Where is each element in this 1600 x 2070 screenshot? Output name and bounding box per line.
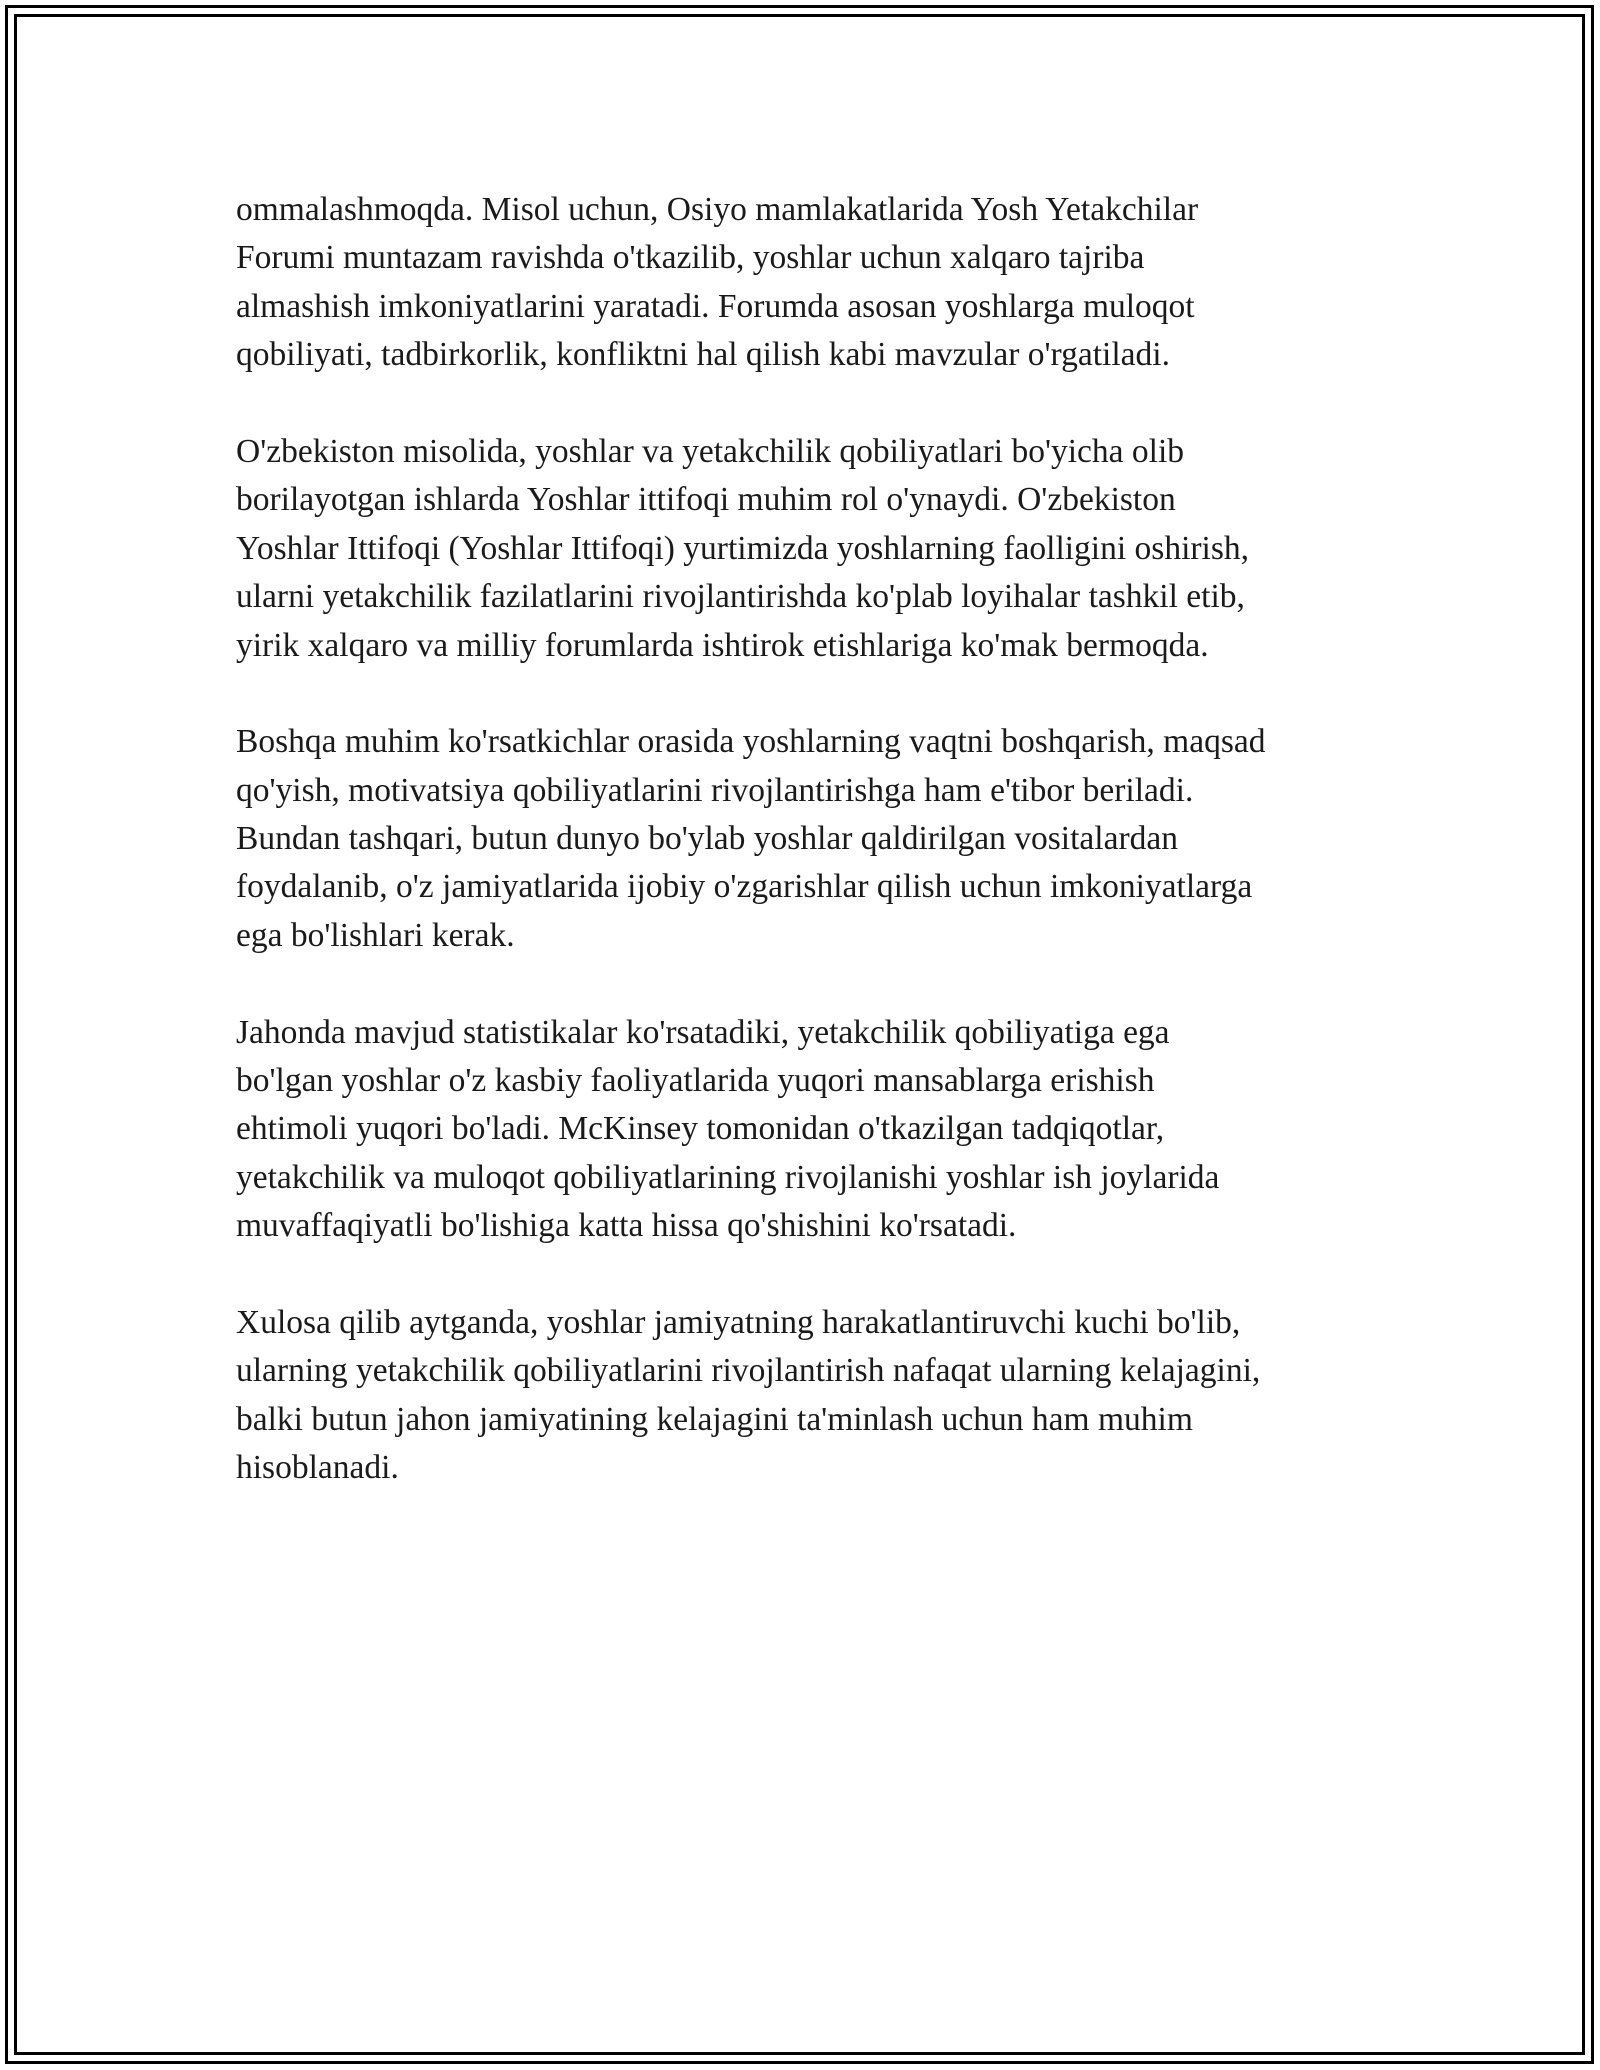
text-line: O'zbekiston misolida, yoshlar va yetakchilik qobiliyatlari bo'yicha olib (236, 432, 1185, 470)
text-line: Forumi muntazam ravishda o'tkazilib, yoshlar uchun xalqaro tajriba (236, 239, 1145, 277)
text-line: ega bo'lishlari kerak. (236, 916, 515, 954)
paragraph-3 (236, 718, 1376, 960)
text-line: borilayotgan ishlarda Yoshlar ittifoqi muhim rol o'ynaydi. O'zbekiston (236, 481, 1176, 519)
text-line: muvaffaqiyatli bo'lishiga katta hissa qo'shishini ko'rsatadi. (236, 1207, 1017, 1245)
text-line: ularni yetakchilik fazilatlarini rivojlantirishda ko'plab loyihalar tashkil etib, (236, 578, 1245, 616)
text-line: Bundan tashqari, butun dunyo bo'ylab yoshlar qaldirilgan vositalardan (236, 820, 1178, 858)
text-line: foydalanib, o'z jamiyatlarida ijobiy o'zgarishlar qilish uchun imkoniyatlarga (236, 868, 1253, 906)
text-line: qobiliyati, tadbirkorlik, konfliktni hal qilish kabi mavzular o'rgatiladi. (236, 336, 1170, 374)
text-line: Yoshlar Ittifoqi (Yoshlar Ittifoqi) yurtimizda yoshlarning faolligini oshirish, (236, 529, 1250, 567)
text-line: ommalashmoqda. Misol uchun, Osiyo mamlakatlarida Yosh Yetakchilar (236, 191, 1199, 228)
text-line: qo'yish, motivatsiya qobiliyatlarini rivojlantirishga ham e'tibor beriladi. (236, 771, 1194, 809)
text-line: yirik xalqaro va milliy forumlarda ishtirok etishlariga ko'mak bermoqda. (236, 626, 1209, 664)
text-line: bo'lgan yoshlar o'z kasbiy faoliyatlarida yuqori mansablarga erishish (236, 1062, 1155, 1100)
text-line: Xulosa qilib aytganda, yoshlar jamiyatning harakatlantiruvchi kuchi bo'lib, (236, 1303, 1241, 1341)
text-line: ularning yetakchilik qobiliyatlarini rivojlantirish nafaqat ularning kelajagini, (236, 1352, 1261, 1390)
text-line: ehtimoli yuqori bo'ladi. McKinsey tomonidan o'tkazilgan tadqiqotlar, (236, 1110, 1165, 1148)
text-line: hisoblanadi. (236, 1449, 399, 1487)
document-body (236, 186, 1376, 1493)
paragraph-1 (236, 186, 1376, 380)
text-line: yetakchilik va muloqot qobiliyatlarining rivojlanishi yoshlar ish joylarida (236, 1158, 1220, 1196)
paragraph-2 (236, 428, 1376, 670)
text-line: balki butun jahon jamiyatining kelajagini ta'minlash uchun ham muhim (236, 1400, 1193, 1438)
paragraph-4 (236, 1009, 1376, 1251)
text-line: almashish imkoniyatlarini yaratadi. Forumda asosan yoshlarga muloqot (236, 287, 1195, 325)
text-line: Boshqa muhim ko'rsatkichlar orasida yoshlarning vaqtni boshqarish, maqsad (236, 723, 1266, 761)
text-line: Jahonda mavjud statistikalar ko'rsatadiki, yetakchilik qobiliyatiga ega (236, 1013, 1170, 1051)
paragraph-5 (236, 1299, 1376, 1493)
